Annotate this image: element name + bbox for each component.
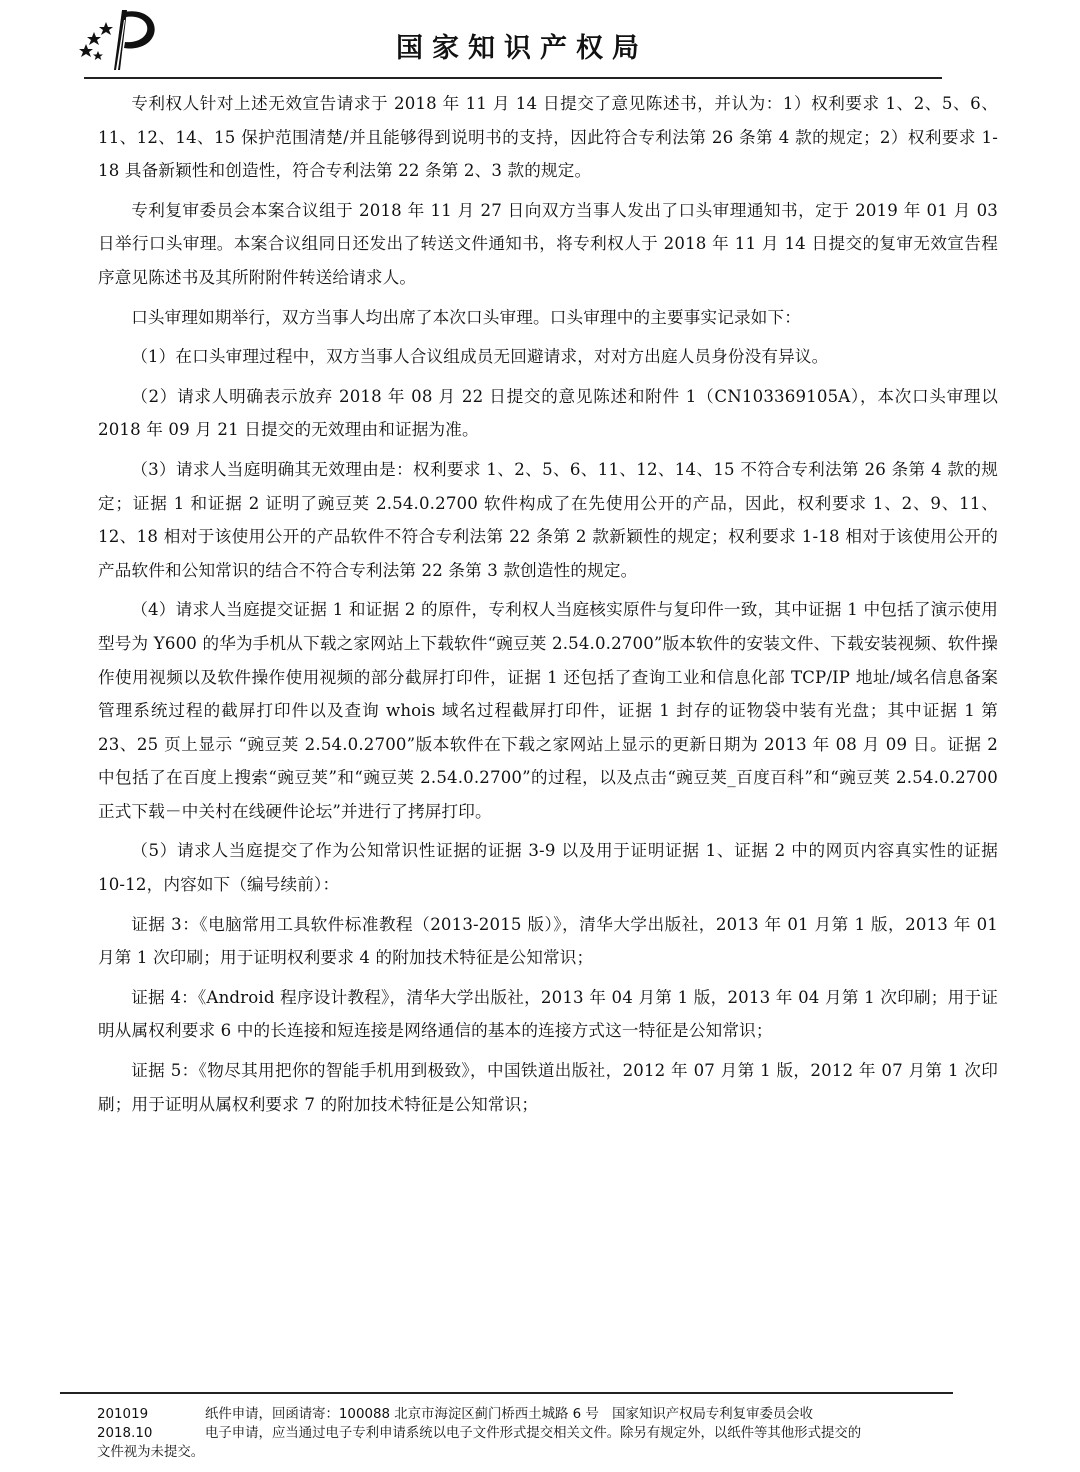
footer-row — [97, 1405, 1007, 1424]
paragraph: （4）请求人当庭提交证据 1 和证据 2 的原件，专利权人当庭核实原件与复印件一致，其中证据 1 中包括了演示使用型号为 Y600 的华为手机从下载之家网站上下载软件“豌豆荚 2.54.0.2700”版本软件的安装文件、下载安装视频、软件操作使用视频以及软件操作使用视频的部分截屏打印件，证据 1 还包括了查询工业和信息化部 TCP/IP 地址/域名信息备案管理系统过程的截屏打印件以及查询 whois 域名过程截屏打印件，证据 1 封存的证物袋中装有光盘；其中证据 1 第 23、25 页上显示 “豌豆荚 2.54.0.2700”版本软件在下载之家网站上显示的更新日期为 2013 年 08 月 09 日。证据 2 中包括了在百度上搜索“豌豆荚”和“豌豆荚 2.54.0.2700”的过程，以及点击“豌豆荚_百度百科”和“豌豆荚 2.54.0.2700 正式下载－中关村在线硬件论坛”并进行了拷屏打印。 — [98, 600, 998, 821]
paragraph: 专利权人针对上述无效宣告请求于 2018 年 11 月 14 日提交了意见陈述书，并认为：1）权利要求 1、2、5、6、11、12、14、15 保护范围清楚/并且能够得到说明书的支持，因此符合专利法第 26 条第 4 款的规定；2）权利要求 1-18 具备新颖性和创造性，符合专利法第 22 条第 2、3 款的规定。 — [98, 94, 998, 181]
paragraph: （3）请求人当庭明确其无效理由是：权利要求 1、2、5、6、11、12、14、15 不符合专利法第 26 条第 4 款的规定；证据 1 和证据 2 证明了豌豆荚 2.54.0.2700 软件构成了在先使用公开的产品，因此，权利要求 1、2、9、11、12、18 相对于该使用公开的产品软件不符合专利法第 22 条第 2 款新颖性的规定；权利要求 1-18 相对于该使用公开的产品软件和公知常识的结合不符合专利法第 22 条第 3 款创造性的规定。 — [98, 459, 998, 580]
paragraph: 证据 5：《物尽其用把你的智能手机用到极致》，中国铁道出版社，2012 年 07 月第 1 版，2012 年 07 月第 1 次印刷；用于证明从属权利要求 7 的附加技术特征是公知常识； — [98, 1061, 998, 1114]
paragraph: 专利复审委员会本案合议组于 2018 年 11 月 27 日向双方当事人发出了口头审理通知书，定于 2019 年 01 月 03 日举行口头审理。本案合议组同日还发出了转送文件通知书，将专利权人于 2018 年 11 月 14 日提交的复审无效宣告程序意见陈述书及其所附附件转送给请求人。 — [98, 200, 998, 287]
paragraph: （1）在口头审理过程中，双方当事人合议组成员无回避请求，对对方出庭人员身份没有异议。 — [131, 347, 829, 367]
footer-mail-instructions: 纸件申请，回函请寄：100088 北京市海淀区蓟门桥西土城路 6 号 国家知识产权局专利复审委员会收 — [205, 1407, 814, 1422]
office-name-title: 国家知识产权局 — [396, 33, 648, 64]
paragraph: 口头审理如期举行，双方当事人均出席了本次口头审理。口头审理中的主要事实记录如下： — [131, 307, 801, 327]
paragraph: （5）请求人当庭提交了作为公知常识性证据的证据 3-9 以及用于证明证据 1、证据 2 中的网页内容真实性的证据 10-12，内容如下（编号续前）： — [98, 841, 998, 895]
paragraph: 证据 3：《电脑常用工具软件标准教程（2013-2015 版）》，清华大学出版社，2013 年 01 月第 1 版，2013 年 01 月第 1 次印刷；用于证明权利要求 4 的附加技术特征是公知常识； — [98, 914, 998, 968]
cnipa-emblem-icon — [78, 6, 160, 72]
document-body — [98, 87, 998, 1127]
form-code: 201019 — [97, 1407, 149, 1422]
footer-continuation: 文件视为未提交。 — [97, 1445, 205, 1460]
footer-divider — [60, 1392, 953, 1394]
footer-row — [97, 1424, 1007, 1443]
paragraph: 证据 4：《Android 程序设计教程》，清华大学出版社，2013 年 04 月第 1 版，2013 年 04 月第 1 次印刷；用于证明从属权利要求 6 中的长连接和短连接是网络通信的基本的连接方式这一特征是公知常识； — [98, 987, 998, 1041]
letterhead — [0, 0, 1080, 80]
footer — [97, 1405, 1007, 1462]
footer-electronic-instructions: 电子申请，应当通过电子专利申请系统以电子文件形式提交相关文件。除另有规定外，以纸件等其他形式提交的 — [205, 1426, 862, 1441]
paragraph: （2）请求人明确表示放弃 2018 年 08 月 22 日提交的意见陈述和附件 1（CN103369105A），本次口头审理以 2018 年 09 月 21 日提交的无效理由和证据为准。 — [98, 386, 998, 440]
form-version: 2018.10 — [97, 1426, 153, 1441]
header-divider — [84, 77, 942, 79]
